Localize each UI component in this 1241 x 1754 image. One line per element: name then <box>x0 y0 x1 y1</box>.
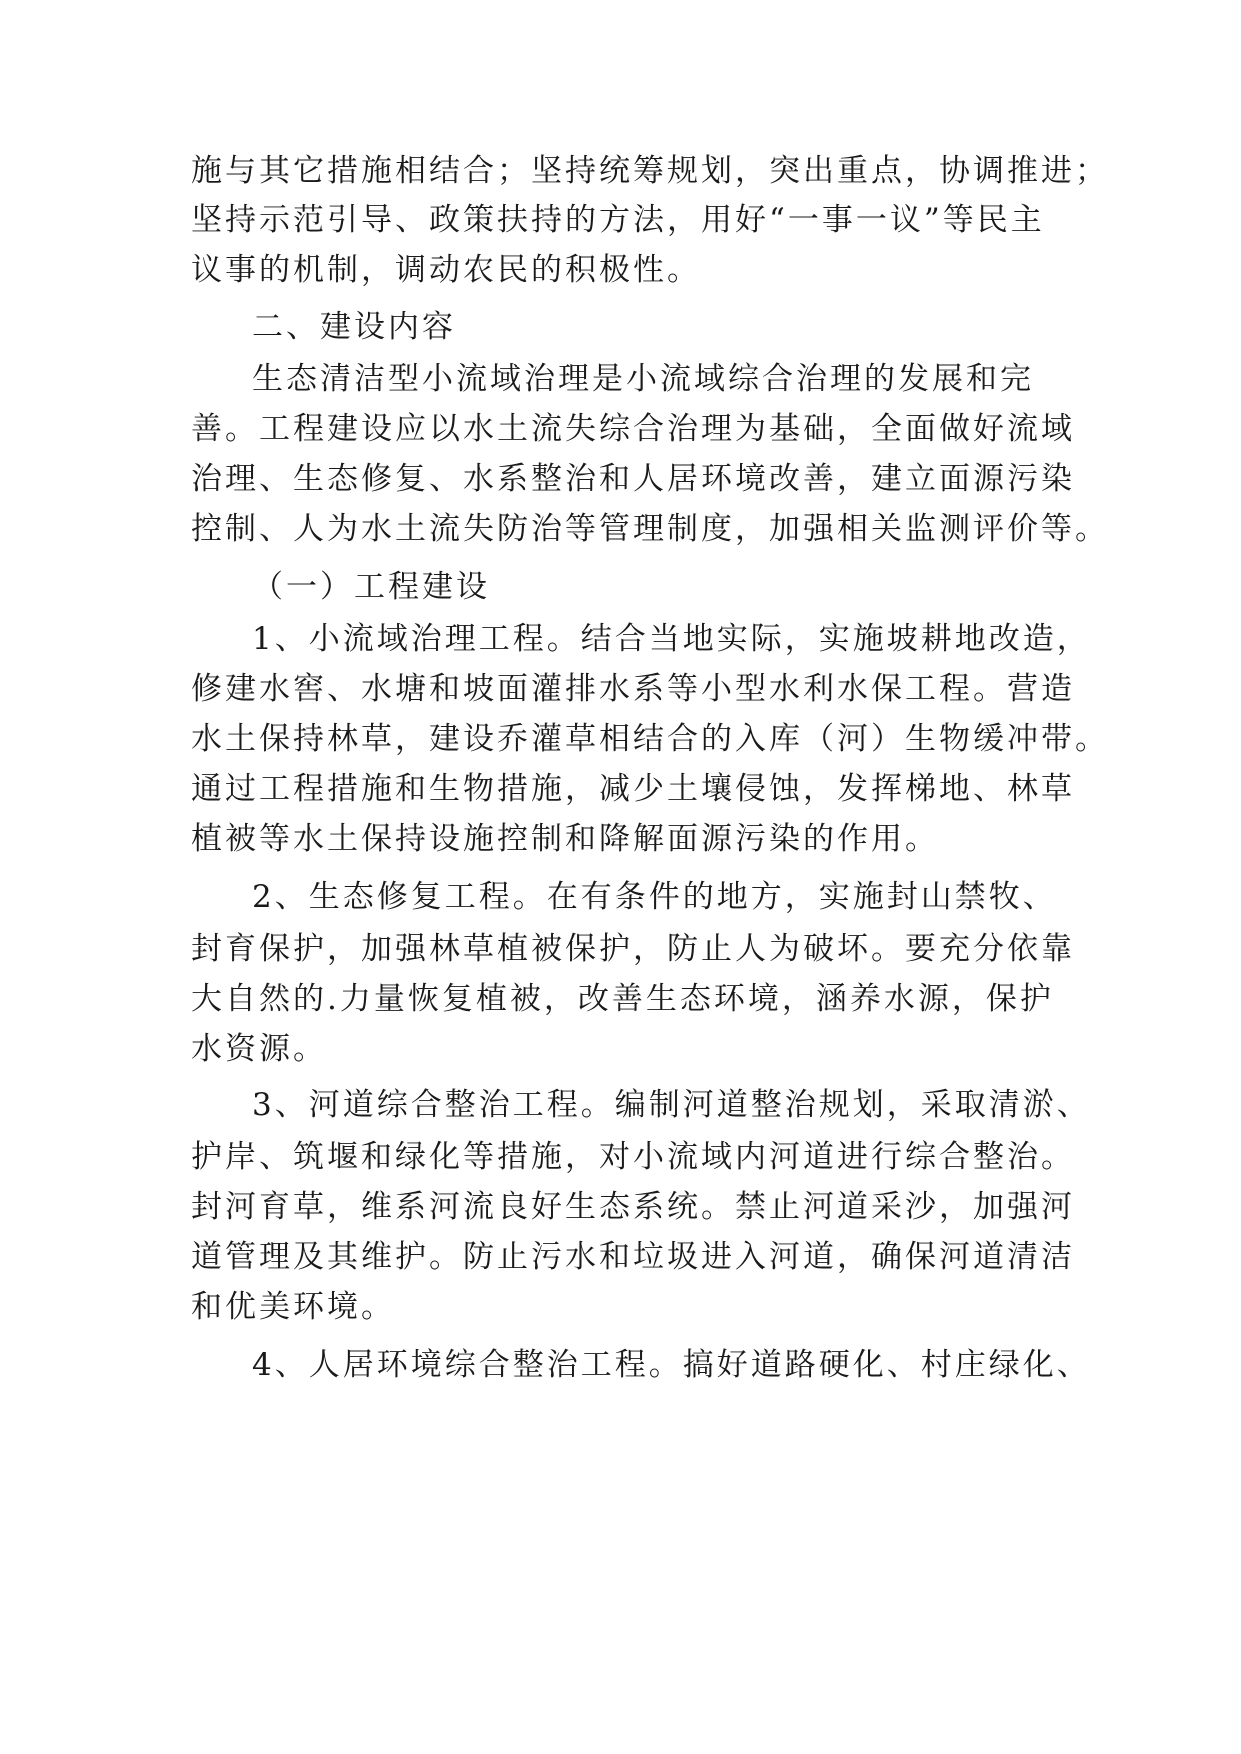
body-text-line: 植被等水土保持设施控制和降解面源污染的作用。 <box>191 821 939 857</box>
body-text-line: 善。工程建设应以水土流失综合治理为基础，全面做好流域 <box>191 411 1075 447</box>
body-text-line: 控制、人为水土流失防治等管理制度，加强相关监测评价等。 <box>191 511 1109 547</box>
body-text-line: 议事的机制，调动农民的积极性。 <box>191 252 701 288</box>
body-text-line: 大自然的.力量恢复植被，改善生态环境，涵养水源，保护 <box>191 981 1054 1017</box>
body-text-line: 和优美环境。 <box>191 1289 395 1325</box>
section-heading: 二、建设内容 <box>252 309 456 345</box>
body-text-line: 道管理及其维护。防止污水和垃圾进入河道，确保河道清洁 <box>191 1239 1075 1275</box>
body-text-line: 1、小流域治理工程。结合当地实际，实施坡耕地改造， <box>252 621 1091 657</box>
body-text-line: 修建水窖、水塘和坡面灌排水系等小型水利水保工程。营造 <box>191 671 1075 707</box>
body-text-line: 坚持示范引导、政策扶持的方法，用好“一事一议”等民主 <box>191 202 1045 238</box>
body-text-line: 封育保护，加强林草植被保护，防止人为破坏。要充分依靠 <box>191 931 1075 967</box>
body-text-line: 2、生态修复工程。在有条件的地方，实施封山禁牧、 <box>252 879 1057 915</box>
body-text-line: 3、河道综合整治工程。编制河道整治规划，采取清淤、 <box>252 1087 1091 1123</box>
body-text-line: 治理、生态修复、水系整治和人居环境改善，建立面源污染 <box>191 461 1075 497</box>
body-text-line: 4、人居环境综合整治工程。搞好道路硬化、村庄绿化、 <box>252 1347 1091 1383</box>
body-text-line: 生态清洁型小流域治理是小流域综合治理的发展和完 <box>252 361 1034 397</box>
body-text-line: 护岸、筑堰和绿化等措施，对小流域内河道进行综合整治。 <box>191 1139 1075 1175</box>
body-text-line: 水土保持林草，建设乔灌草相结合的入库（河）生物缓冲带。 <box>191 721 1109 757</box>
body-text-line: 施与其它措施相结合；坚持统筹规划，突出重点，协调推进； <box>191 153 1109 189</box>
body-text-line: 封河育草，维系河流良好生态系统。禁止河道采沙，加强河 <box>191 1189 1075 1225</box>
subsection-heading: （一）工程建设 <box>252 569 490 605</box>
body-text-line: 通过工程措施和生物措施，减少土壤侵蚀，发挥梯地、林草 <box>191 771 1075 807</box>
body-text-line: 水资源。 <box>191 1031 327 1067</box>
